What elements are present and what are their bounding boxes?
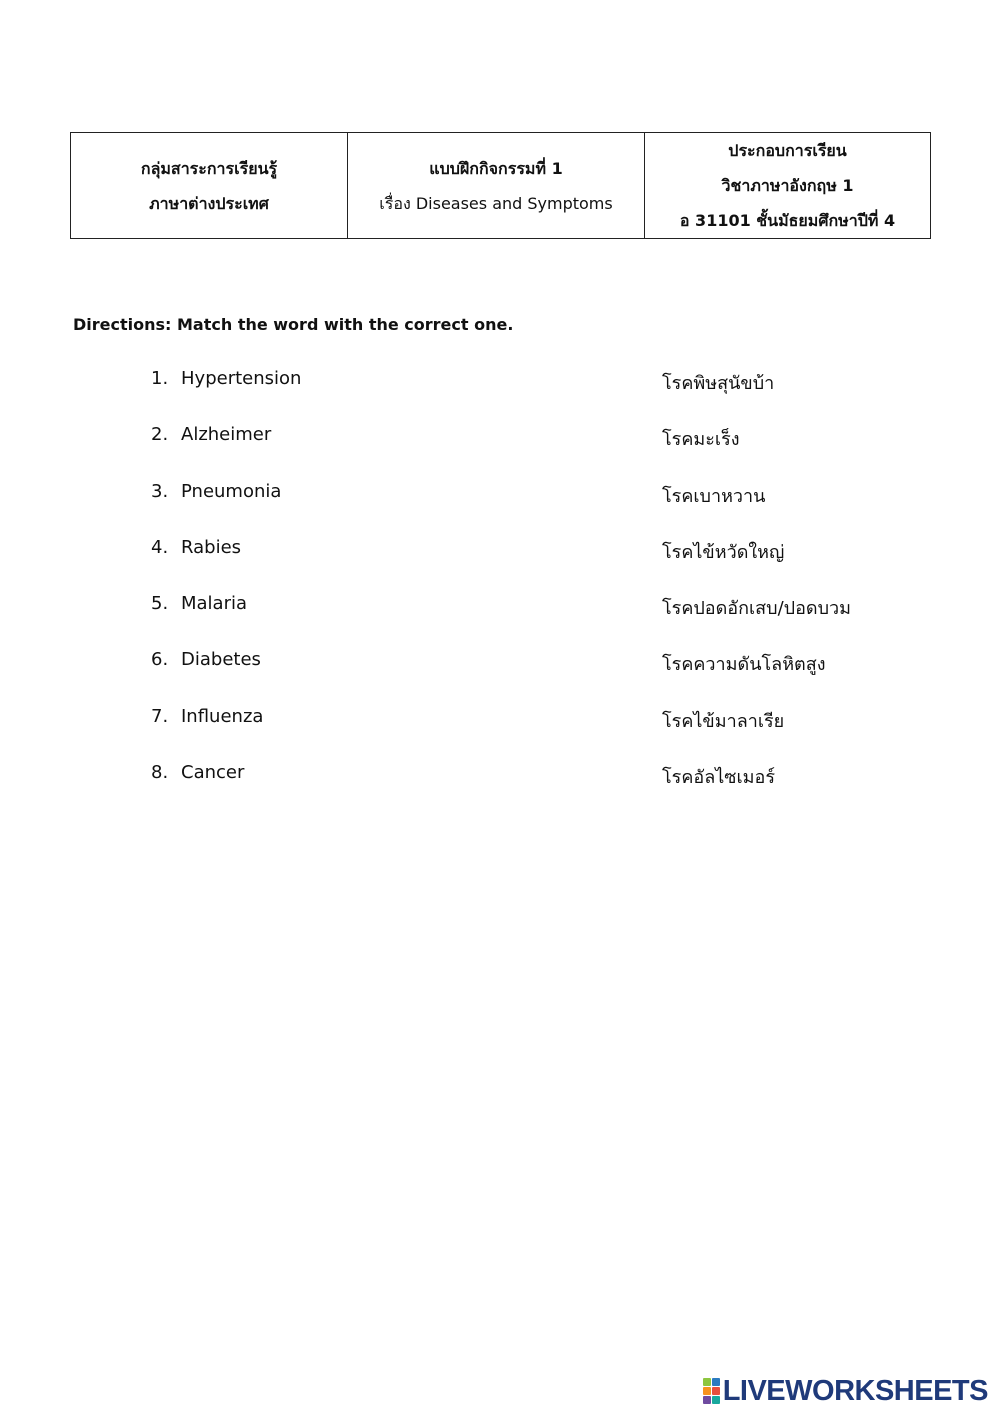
matching-list bbox=[0, 362, 1000, 812]
thai-term[interactable]: โรคพิษสุนัขบ้า bbox=[662, 373, 775, 394]
english-word[interactable]: Cancer bbox=[181, 762, 245, 784]
english-word[interactable]: Rabies bbox=[181, 536, 242, 558]
match-row bbox=[0, 531, 1000, 587]
activity-cell bbox=[348, 133, 645, 239]
item-number: 5. bbox=[151, 593, 169, 615]
match-row bbox=[0, 587, 1000, 643]
item-number: 7. bbox=[151, 705, 169, 727]
subject-group-cell bbox=[71, 133, 348, 239]
logo-text: LIVEWORKSHEETS bbox=[722, 1374, 988, 1407]
match-row bbox=[0, 756, 1000, 812]
match-row bbox=[0, 475, 1000, 531]
match-row bbox=[0, 643, 1000, 699]
thai-term[interactable]: โรคความดันโลหิตสูง bbox=[662, 654, 826, 676]
english-word[interactable]: Alzheimer bbox=[181, 424, 272, 446]
liveworksheets-logo bbox=[703, 1375, 988, 1407]
match-row bbox=[0, 362, 1000, 418]
logo-blocks-icon bbox=[703, 1378, 720, 1404]
course-line-2: วิชาภาษาอังกฤษ 1 bbox=[721, 176, 854, 195]
english-word[interactable]: Malaria bbox=[181, 593, 248, 615]
item-number: 2. bbox=[151, 424, 169, 446]
english-word[interactable]: Hypertension bbox=[181, 368, 302, 389]
english-word[interactable]: Diabetes bbox=[181, 649, 261, 671]
english-word[interactable]: Influenza bbox=[181, 705, 264, 727]
course-line-3: อ 31101 ชั้นมัธยมศึกษาปีที่ 4 bbox=[679, 211, 896, 230]
item-number: 8. bbox=[151, 762, 169, 784]
subject-group-line-1: กลุ่มสาระการเรียนรู้ bbox=[140, 158, 278, 178]
activity-topic: เรื่อง Diseases and Symptoms bbox=[379, 193, 613, 213]
item-number: 4. bbox=[151, 536, 169, 558]
thai-term[interactable]: โรคเบาหวาน bbox=[662, 485, 766, 507]
header-table bbox=[70, 132, 931, 239]
english-word[interactable]: Pneumonia bbox=[181, 480, 282, 502]
course-cell bbox=[645, 133, 931, 239]
match-row bbox=[0, 700, 1000, 756]
match-row bbox=[0, 418, 1000, 474]
thai-term[interactable]: โรคปอดอักเสบ/ปอดบวม bbox=[662, 598, 851, 620]
thai-term[interactable]: โรคมะเร็ง bbox=[662, 429, 740, 451]
directions-text: Directions: Match the word with the correct one. bbox=[73, 315, 514, 334]
thai-term[interactable]: โรคอัลไซเมอร์ bbox=[662, 767, 775, 789]
item-number: 3. bbox=[151, 480, 169, 502]
subject-group-line-2: ภาษาต่างประเทศ bbox=[149, 193, 269, 213]
activity-title: แบบฝึกกิจกรรมที่ 1 bbox=[429, 158, 563, 178]
item-number: 6. bbox=[151, 649, 169, 671]
thai-term[interactable]: โรคไข้หวัดใหญ่ bbox=[662, 541, 785, 563]
course-line-1: ประกอบการเรียน bbox=[728, 141, 847, 160]
item-number: 1. bbox=[151, 368, 169, 389]
thai-term[interactable]: โรคไข้มาลาเรีย bbox=[662, 710, 785, 732]
